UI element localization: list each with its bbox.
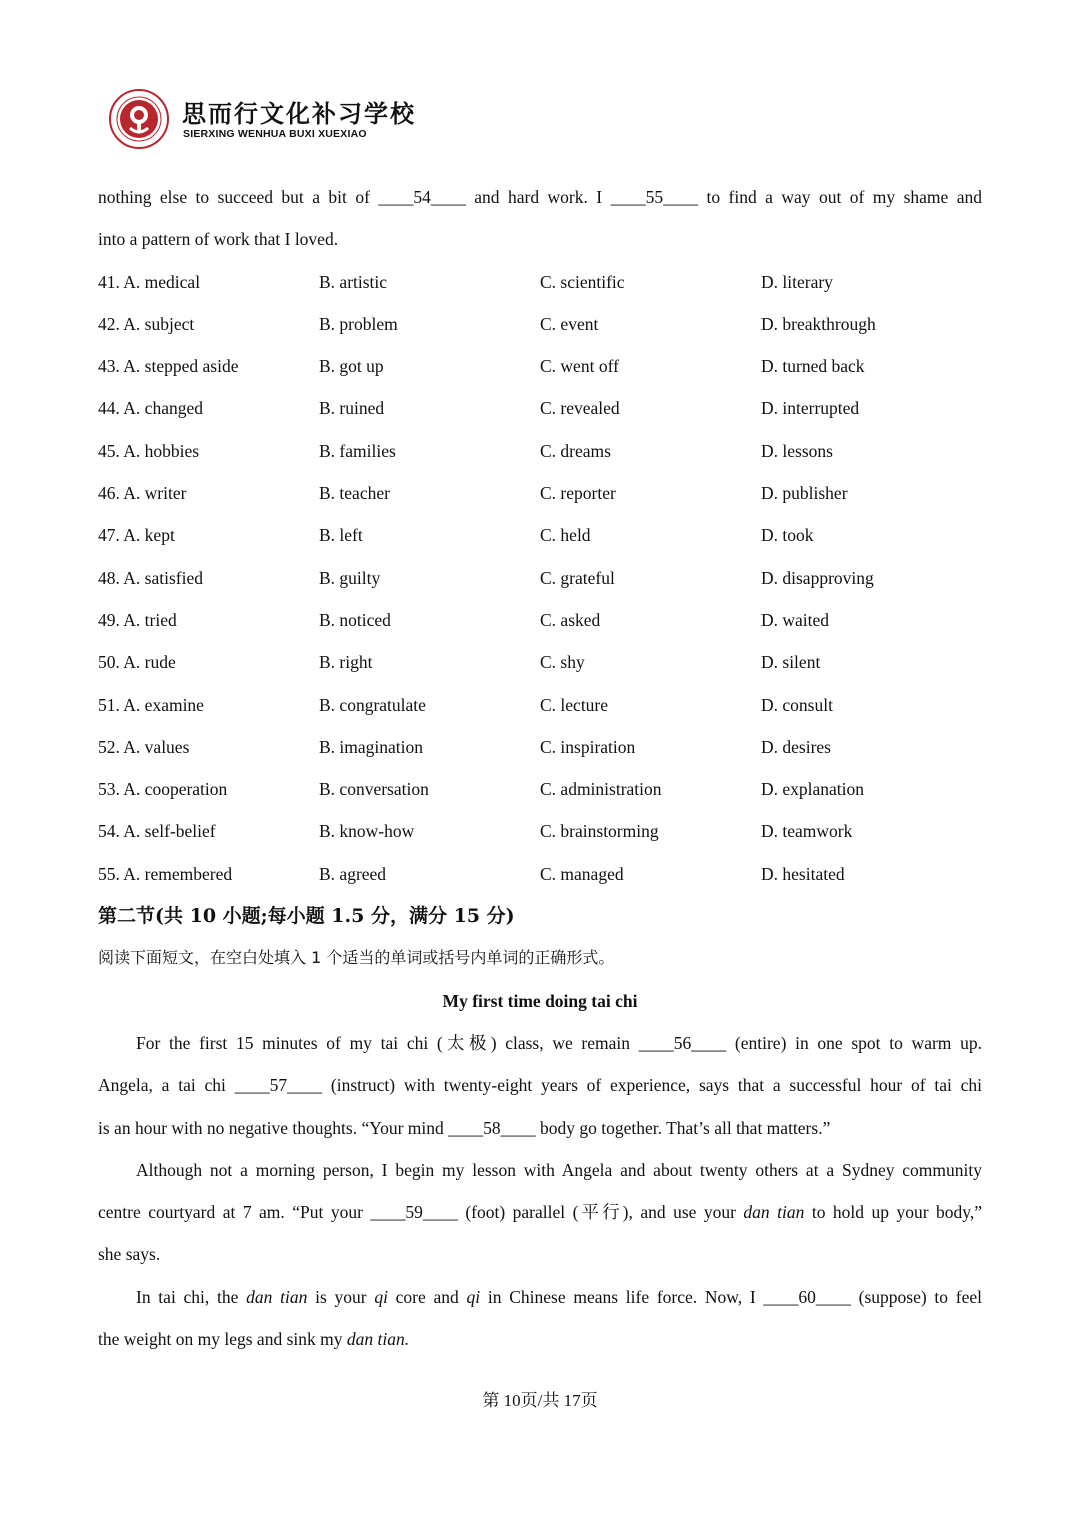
option-b[interactable]: B. conversation (319, 779, 429, 800)
option-a[interactable]: 51. A. examine (98, 694, 204, 715)
passage-end-line: nothing else to succeed but a bit of ____54____ and hard work. I ____55____ to find a way out of my shame and (98, 187, 982, 207)
option-c[interactable]: C. dreams (540, 440, 611, 461)
option-b[interactable]: B. know-how (319, 821, 415, 842)
passage-line: Angela, a tai chi ____57____ (instruct) with twenty-eight years of experience, says that a successful hour of tai chi (98, 1075, 982, 1096)
school-name-en: SIERXING WENHUA BUXI XUEXIAO (183, 128, 367, 140)
option-a[interactable]: 41. A. medical (98, 271, 201, 292)
option-b[interactable]: B. artistic (319, 271, 388, 292)
passage-line: the weight on my legs and sink my dan tian. (98, 1329, 410, 1350)
passage-line: she says. (98, 1244, 161, 1265)
option-row (98, 810, 982, 852)
option-a[interactable]: 47. A. kept (98, 525, 175, 546)
options-list (98, 261, 982, 895)
option-row (98, 303, 982, 345)
section-title: 第二节(共 10 小题;每小题 1.5 分，满分 15 分) (98, 905, 515, 928)
option-d[interactable]: D. hesitated (761, 863, 845, 884)
option-c[interactable]: C. grateful (540, 567, 615, 588)
blank-57[interactable]: ____57____ (234, 1075, 323, 1096)
section-instruction: 阅读下面短文，在空白处填入 1 个适当的单词或括号内单词的正确形式。 (98, 948, 615, 968)
option-row (98, 514, 982, 556)
option-d[interactable]: D. teamwork (761, 821, 853, 842)
passage-line: centre courtyard at 7 am. “Put your ____59____ (foot) parallel (平行), and use your dan tian to hold up your body,” (98, 1202, 983, 1223)
passage-line: Although not a morning person, I begin my lesson with Angela and about twenty others at a Sydney community (136, 1159, 982, 1180)
option-c[interactable]: C. brainstorming (540, 821, 659, 842)
option-row (98, 472, 982, 514)
option-c[interactable]: C. went off (540, 356, 619, 377)
option-b[interactable]: B. noticed (319, 609, 391, 630)
option-c[interactable]: C. asked (540, 609, 601, 630)
option-d[interactable]: D. waited (761, 609, 830, 630)
option-d[interactable]: D. lessons (761, 440, 833, 461)
option-b[interactable]: B. problem (319, 313, 398, 334)
option-c[interactable]: C. scientific (540, 271, 625, 292)
option-b[interactable]: B. guilty (319, 567, 381, 588)
passage-line: is an hour with no negative thoughts. “Your mind ____58____ body go together. That’s all that matters.” (98, 1117, 831, 1138)
option-a[interactable]: 55. A. remembered (98, 863, 233, 884)
blank-60[interactable]: ____60____ (763, 1286, 851, 1307)
option-d[interactable]: D. explanation (761, 779, 865, 800)
option-row (98, 557, 982, 599)
page-footer: 第 10页/共 17页 (482, 1391, 598, 1410)
passage-line: In tai chi, the dan tian is your qi core and qi in Chinese means life force. Now, I ____60____ (suppose) to feel (136, 1286, 982, 1307)
option-d[interactable]: D. disapproving (761, 567, 874, 588)
option-b[interactable]: B. ruined (319, 398, 385, 419)
option-a[interactable]: 48. A. satisfied (98, 567, 203, 588)
blank-59[interactable]: ____59____ (370, 1202, 458, 1223)
school-name-cn: 思而行文化补习学校 (182, 100, 416, 128)
option-row (98, 599, 982, 641)
option-b[interactable]: B. right (319, 652, 373, 673)
option-row (98, 430, 982, 472)
option-row (98, 345, 982, 387)
option-d[interactable]: D. breakthrough (761, 313, 876, 334)
passage-end-line: into a pattern of work that I loved. (98, 229, 339, 250)
option-b[interactable]: B. congratulate (319, 694, 426, 715)
option-c[interactable]: C. lecture (540, 694, 609, 715)
option-d[interactable]: D. literary (761, 271, 833, 292)
option-row (98, 684, 982, 726)
option-row (98, 768, 982, 810)
passage-line: For the first 15 minutes of my tai chi (太极) class, we remain ____56____ (entire) in one spot to warm up. (136, 1032, 982, 1053)
option-a[interactable]: 44. A. changed (98, 398, 203, 419)
option-row (98, 726, 982, 768)
option-b[interactable]: B. agreed (319, 863, 387, 884)
option-d[interactable]: D. publisher (761, 483, 848, 504)
option-c[interactable]: C. administration (540, 779, 662, 800)
option-d[interactable]: D. took (761, 525, 814, 546)
option-b[interactable]: B. families (319, 440, 396, 461)
passage-title: My first time doing tai chi (442, 990, 638, 1011)
option-c[interactable]: C. event (540, 313, 599, 334)
option-d[interactable]: D. consult (761, 694, 833, 715)
option-row (98, 261, 982, 303)
document-body (98, 176, 982, 1360)
option-c[interactable]: C. shy (540, 652, 585, 673)
option-a[interactable]: 46. A. writer (98, 483, 187, 504)
blank-56[interactable]: ____56____ (638, 1032, 727, 1053)
option-c[interactable]: C. revealed (540, 398, 620, 419)
option-d[interactable]: D. desires (761, 736, 831, 757)
option-c[interactable]: C. managed (540, 863, 624, 884)
option-a[interactable]: 54. A. self-belief (98, 821, 216, 842)
blank-58[interactable]: ____58____ (448, 1117, 536, 1138)
option-d[interactable]: D. silent (761, 652, 821, 673)
option-b[interactable]: B. imagination (319, 736, 424, 757)
option-a[interactable]: 43. A. stepped aside (98, 356, 239, 377)
option-b[interactable]: B. left (319, 525, 363, 546)
option-a[interactable]: 42. A. subject (98, 313, 195, 334)
option-row (98, 641, 982, 683)
option-b[interactable]: B. got up (319, 356, 384, 377)
option-c[interactable]: C. held (540, 525, 591, 546)
option-a[interactable]: 53. A. cooperation (98, 779, 228, 800)
option-a[interactable]: 45. A. hobbies (98, 440, 200, 461)
option-row (98, 853, 982, 895)
option-d[interactable]: D. interrupted (761, 398, 860, 419)
option-a[interactable]: 52. A. values (98, 736, 190, 757)
option-c[interactable]: C. inspiration (540, 736, 636, 757)
option-a[interactable]: 50. A. rude (98, 652, 176, 673)
option-row (98, 387, 982, 429)
option-a[interactable]: 49. A. tried (98, 609, 177, 630)
school-logo-icon (108, 88, 170, 150)
option-b[interactable]: B. teacher (319, 483, 390, 504)
option-d[interactable]: D. turned back (761, 356, 865, 377)
page-header (108, 88, 508, 152)
option-c[interactable]: C. reporter (540, 483, 616, 504)
